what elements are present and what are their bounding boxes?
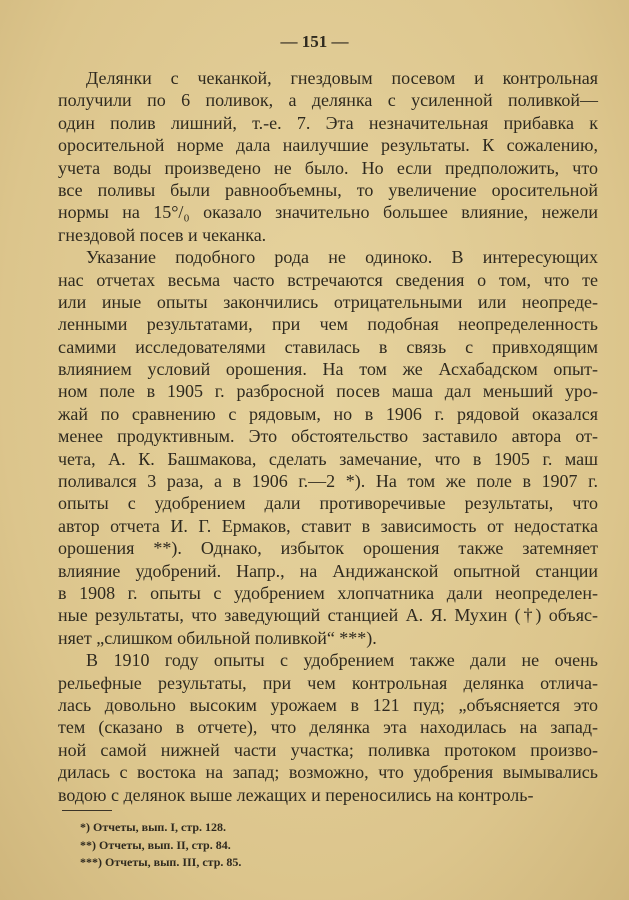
text-line: нас отчетах весьма часто встречаются сведения о том, что те xyxy=(58,269,598,290)
text-line: оросительной норме дала наилучшие результаты. К сожалению, xyxy=(58,135,598,156)
text-line: орошения **). Однако, избыток орошения также затемняет xyxy=(58,538,598,559)
paragraph xyxy=(58,649,598,806)
text-line: получили по 6 поливок, а делянка с усиленной поливкой— xyxy=(58,90,598,111)
text-line: тем (сказано в отчете), что делянка эта находилась на запад- xyxy=(58,717,598,738)
text-line: все поливы были равнообъемны, то увеличение оросительной xyxy=(58,179,598,200)
text-line: дилась с востока на запад; возможно, что удобрения вымывались xyxy=(58,762,598,783)
text-line: один полив лишний, т.-е. 7. Эта незначительная прибавка к xyxy=(58,112,598,133)
text-line: влиянием условий орошения. На том же Асхабадском опыт- xyxy=(58,359,598,380)
paragraph xyxy=(58,246,598,649)
text-line: ные результаты, что заведующий станцией А. Я. Мухин (†) объяс- xyxy=(58,605,598,626)
text-line: или иные опыты закончились отрицательными или неопреде- xyxy=(58,291,598,312)
footnotes xyxy=(80,819,241,872)
page-number: — 151 — xyxy=(280,32,349,51)
text-line: влияние удобрений. Напр., на Андижанской опытной станции xyxy=(58,560,598,581)
text-line: в 1908 г. опыты с удобрением хлопчатника дали неопределен- xyxy=(58,582,598,603)
text-line: ленными результатами, при чем подобная неопределенность xyxy=(58,314,598,335)
footnote: *) Отчеты, вып. I, стр. 128. xyxy=(80,820,227,834)
text-line: опыты с удобрением дали противоречивые результаты, что xyxy=(58,493,598,514)
text-line: Указание подобного рода не одиноко. В интересующих xyxy=(86,247,598,268)
text-line: няет „слишком обильной поливкой“ ***). xyxy=(58,627,377,648)
text-line: ном поле в 1905 г. разбросной посев маша дал меньший уро- xyxy=(58,381,598,402)
text-line: поливался 3 раза, а в 1906 г.—2 *). На том же поле в 1907 г. xyxy=(58,471,598,492)
paragraph xyxy=(58,67,598,246)
footnote: **) Отчеты, вып. II, стр. 84. xyxy=(80,837,231,852)
text-line: менее продуктивным. Это обстоятельство заставило автора от- xyxy=(58,426,598,447)
text-line: водою с делянок выше лежащих и переносились на контроль- xyxy=(58,784,534,805)
text-line: лась довольно высоким урожаем в 121 пуд; „объясняется это xyxy=(58,694,598,715)
text-line: В 1910 году опыты с удобрением также дали не очень xyxy=(86,650,598,671)
text-line: ной самой нижней части участка; поливка протоком произво- xyxy=(58,739,598,760)
text-line: самими исследователями ставилась в связь с привходящим xyxy=(58,336,598,357)
text-line: автор отчета И. Г. Ермаков, ставит в зависимость от недостатка xyxy=(58,515,598,536)
text-line: чета, А. К. Башмакова, сделать замечание, что в 1905 г. маш xyxy=(58,448,598,469)
text-line: гнездовой посев и чеканка. xyxy=(58,224,267,245)
text-line: Делянки с чеканкой, гнездовым посевом и контрольная xyxy=(86,68,598,88)
body-text xyxy=(58,67,598,806)
footnote-divider xyxy=(62,810,112,811)
footnote: ***) Отчеты, вып. III, стр. 85. xyxy=(80,855,242,869)
text-line: рельефные результаты, при чем контрольная делянка отлича- xyxy=(58,672,598,693)
text-line: учета воды произведено не было. Но если предположить, что xyxy=(58,157,598,178)
text-line: нормы на 15°/₀ оказало значительно большее влияние, нежели xyxy=(58,202,598,223)
text-line: жай по сравнению с рядовым, но в 1906 г. рядовой оказался xyxy=(58,403,598,424)
